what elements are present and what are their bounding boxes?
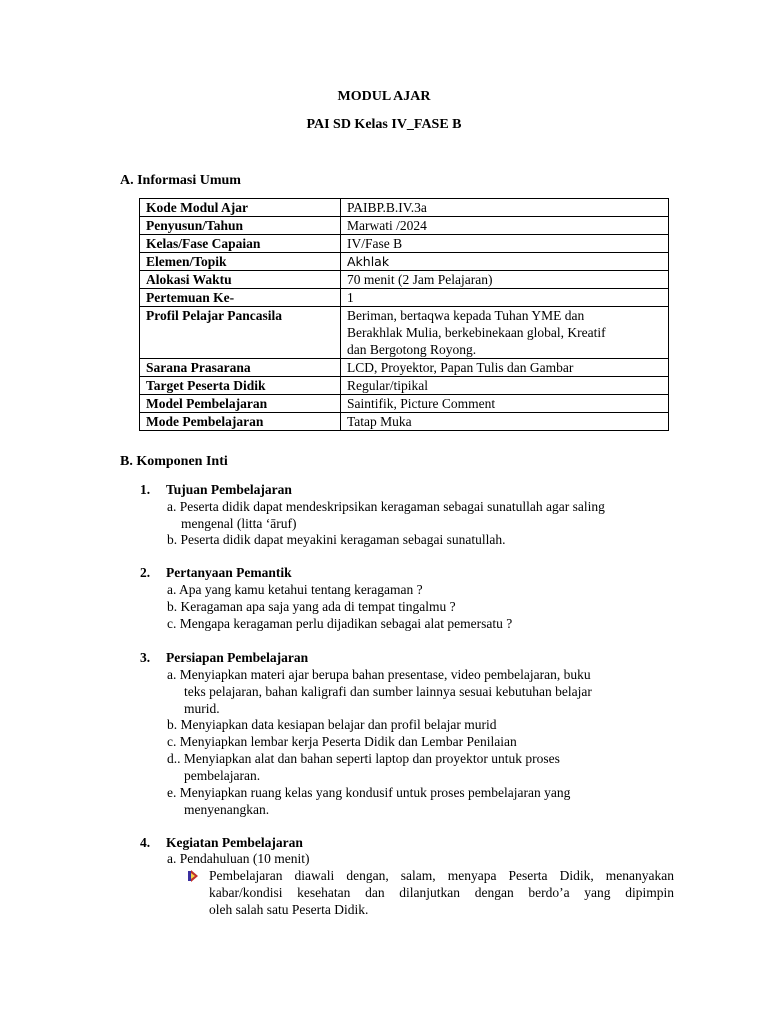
table-row [140, 377, 669, 395]
list-item: e. Menyiapkan ruang kelas yang kondusif untuk proses pembelajaran yang [167, 785, 571, 800]
list-item: c. Menyiapkan lembar kerja Peserta Didik dan Lembar Penilaian [167, 734, 517, 749]
row-key: Alokasi Waktu [140, 271, 341, 289]
row-value: Marwati /2024 [341, 217, 669, 235]
table-row [140, 413, 669, 431]
table-row [140, 253, 669, 271]
list-item: a. Peserta didik dapat mendeskripsikan keragaman sebagai sunatullah agar saling [167, 499, 605, 514]
list-item-continued: pembelajaran. [184, 768, 261, 783]
value-line: Beriman, bertaqwa kepada Tuhan YME dan [347, 308, 585, 323]
paragraph-line: oleh salah satu Peserta Didik. [209, 902, 369, 917]
list-item: b. Keragaman apa saja yang ada di tempat tingalmu ? [167, 599, 456, 614]
row-value: Regular/tipikal [341, 377, 669, 395]
doc-title: MODUL AJAR [337, 89, 431, 104]
row-value: IV/Fase B [341, 235, 669, 253]
row-value: Tatap Muka [341, 413, 669, 431]
list-item: a. Apa yang kamu ketahui tentang keragaman ? [167, 582, 423, 597]
paragraph-line: kabar/kondisi kesehatan dan dilanjutkan dengan berdo’a yang dipimpin [209, 885, 674, 900]
list-item: a. Pendahuluan (10 menit) [167, 851, 310, 866]
row-key: Target Peserta Didik [140, 377, 341, 395]
table-row [140, 199, 669, 217]
table-row [140, 217, 669, 235]
item-number: 3. [140, 650, 151, 665]
row-value: Saintifik, Picture Comment [341, 395, 669, 413]
list-item-continued: murid. [184, 701, 220, 716]
row-key: Elemen/Topik [140, 253, 341, 271]
row-key: Kelas/Fase Capaian [140, 235, 341, 253]
list-item-continued: menyenangkan. [184, 802, 270, 817]
item-title: Persiapan Pembelajaran [166, 650, 309, 665]
row-value: PAIBP.B.IV.3a [341, 199, 669, 217]
info-table [139, 198, 669, 431]
section-a-heading: A. Informasi Umum [120, 173, 241, 188]
list-item: d.. Menyiapkan alat dan bahan seperti laptop dan proyektor untuk proses [167, 751, 560, 766]
table-row [140, 395, 669, 413]
list-item: b. Peserta didik dapat meyakini keragaman sebagai sunatullah. [167, 532, 506, 547]
item-title: Kegiatan Pembelajaran [166, 835, 303, 850]
paragraph-line: Pembelajaran diawali dengan, salam, menyapa Peserta Didik, menanyakan [209, 868, 674, 883]
value-line: dan Bergotong Royong. [347, 342, 477, 357]
row-value [341, 307, 669, 359]
row-key: Profil Pelajar Pancasila [140, 307, 341, 359]
row-value: Akhlak [341, 253, 669, 271]
row-key: Model Pembelajaran [140, 395, 341, 413]
row-key: Pertemuan Ke- [140, 289, 341, 307]
row-value: 70 menit (2 Jam Pelajaran) [341, 271, 669, 289]
row-value: 1 [341, 289, 669, 307]
doc-subtitle: PAI SD Kelas IV_FASE B [306, 117, 462, 132]
row-key: Sarana Prasarana [140, 359, 341, 377]
list-item: a. Menyiapkan materi ajar berupa bahan presentase, video pembelajaran, buku [167, 667, 591, 682]
table-row [140, 271, 669, 289]
list-item-continued: mengenal (litta ‘āruf) [181, 516, 297, 531]
row-key: Mode Pembelajaran [140, 413, 341, 431]
table-row [140, 289, 669, 307]
value-line: Berakhlak Mulia, berkebinekaan global, Kreatif [347, 325, 606, 340]
table-row [140, 359, 669, 377]
table-row [140, 235, 669, 253]
row-key: Penyusun/Tahun [140, 217, 341, 235]
item-number: 2. [140, 565, 151, 580]
table-row [140, 307, 669, 359]
list-item-continued: teks pelajaran, bahan kaligrafi dan sumber lainnya sesuai kebutuhan belajar [184, 684, 592, 699]
item-number: 4. [140, 835, 151, 850]
list-item: c. Mengapa keragaman perlu dijadikan sebagai alat pemersatu ? [167, 616, 513, 631]
item-number: 1. [140, 482, 151, 497]
row-key: Kode Modul Ajar [140, 199, 341, 217]
section-b-heading: B. Komponen Inti [120, 454, 228, 469]
row-value: LCD, Proyektor, Papan Tulis dan Gambar [341, 359, 669, 377]
arrow-bullet-icon [188, 870, 198, 882]
list-item: b. Menyiapkan data kesiapan belajar dan profil belajar murid [167, 717, 497, 732]
item-title: Tujuan Pembelajaran [166, 482, 292, 497]
item-title: Pertanyaan Pemantik [166, 565, 292, 580]
